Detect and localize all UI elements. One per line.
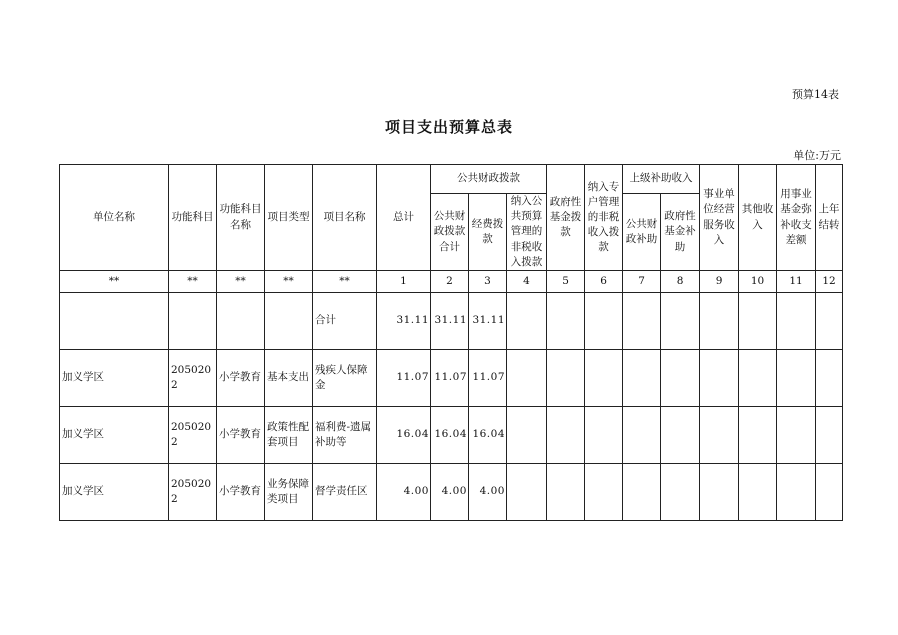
cell-empty	[623, 407, 661, 464]
cell-project: 督学责任区	[313, 464, 377, 521]
index-cell: **	[313, 271, 377, 293]
cell-empty	[661, 293, 700, 350]
cell-code-name: 小学教育	[217, 407, 265, 464]
cell-empty	[623, 464, 661, 521]
cell-code-name	[217, 293, 265, 350]
index-cell: 6	[585, 271, 623, 293]
cell-empty	[777, 350, 816, 407]
cell-pf-total: 11.07	[431, 350, 469, 407]
header-special-nontax: 纳入专户管理的非税收入拨款	[585, 165, 623, 271]
page-title: 项目支出预算总表	[384, 118, 513, 136]
cell-pf-total: 16.04	[431, 407, 469, 464]
table-row	[60, 464, 843, 521]
index-cell: **	[60, 271, 169, 293]
cell-alloc: 4.00	[469, 464, 507, 521]
header-nontax-in-budget: 纳入公共预算管理的非税收入拨款	[507, 194, 547, 271]
cell-empty	[507, 350, 547, 407]
cell-empty	[507, 407, 547, 464]
cell-empty	[777, 293, 816, 350]
cell-empty	[547, 464, 585, 521]
budget-table	[59, 164, 843, 521]
cell-empty	[547, 350, 585, 407]
cell-total: 31.11	[377, 293, 431, 350]
cell-type: 基本支出	[265, 350, 313, 407]
cell-type	[265, 293, 313, 350]
cell-empty	[661, 464, 700, 521]
index-cell: 7	[623, 271, 661, 293]
cell-pf-total: 31.11	[431, 293, 469, 350]
cell-project: 残疾人保障金	[313, 350, 377, 407]
cell-empty	[661, 350, 700, 407]
cell-project: 福利费-遗属补助等	[313, 407, 377, 464]
header-public-finance: 公共财政拨款	[431, 165, 547, 194]
cell-code: 2050202	[169, 407, 217, 464]
cell-empty	[700, 350, 739, 407]
cell-code: 2050202	[169, 350, 217, 407]
index-cell: 12	[816, 271, 843, 293]
cell-empty	[507, 293, 547, 350]
cell-empty	[585, 350, 623, 407]
index-cell: **	[217, 271, 265, 293]
cell-empty	[739, 464, 777, 521]
cell-empty	[777, 407, 816, 464]
cell-empty	[816, 407, 843, 464]
cell-total: 16.04	[377, 407, 431, 464]
header-func-subject-name: 功能科目名称	[217, 165, 265, 271]
header-superior-subsidy: 上级补助收入	[623, 165, 700, 194]
cell-code-name: 小学教育	[217, 464, 265, 521]
cell-empty	[739, 293, 777, 350]
index-cell: **	[265, 271, 313, 293]
index-cell: 8	[661, 271, 700, 293]
index-cell: 11	[777, 271, 816, 293]
header-public-finance-subsidy: 公共财政补助	[623, 194, 661, 271]
index-cell: 10	[739, 271, 777, 293]
cell-empty	[816, 464, 843, 521]
cell-empty	[585, 407, 623, 464]
cell-unit: 加义学区	[60, 407, 169, 464]
cell-empty	[700, 293, 739, 350]
header-other-income: 其他收入	[739, 165, 777, 271]
cell-empty	[661, 407, 700, 464]
cell-empty	[816, 293, 843, 350]
index-cell: 9	[700, 271, 739, 293]
cell-empty	[507, 464, 547, 521]
cell-empty	[777, 464, 816, 521]
cell-alloc: 11.07	[469, 350, 507, 407]
unit-label: 单位:万元	[793, 149, 841, 162]
header-business-fund-gap: 用事业基金弥补收支差额	[777, 165, 816, 271]
table-row	[60, 350, 843, 407]
cell-pf-total: 4.00	[431, 464, 469, 521]
header-total: 总计	[377, 165, 431, 271]
cell-empty	[816, 350, 843, 407]
cell-empty	[739, 350, 777, 407]
header-project-name: 项目名称	[313, 165, 377, 271]
cell-empty	[700, 464, 739, 521]
header-public-finance-total: 公共财政拨款合计	[431, 194, 469, 271]
cell-alloc: 16.04	[469, 407, 507, 464]
index-cell: **	[169, 271, 217, 293]
cell-unit: 加义学区	[60, 350, 169, 407]
cell-code	[169, 293, 217, 350]
cell-empty	[585, 464, 623, 521]
index-cell: 1	[377, 271, 431, 293]
cell-empty	[585, 293, 623, 350]
header-project-type: 项目类型	[265, 165, 313, 271]
index-row	[60, 271, 843, 293]
header-expense-alloc: 经费拨款	[469, 194, 507, 271]
cell-unit: 加义学区	[60, 464, 169, 521]
header-gov-fund: 政府性基金拨款	[547, 165, 585, 271]
index-cell: 2	[431, 271, 469, 293]
table-row	[60, 407, 843, 464]
header-func-subject: 功能科目	[169, 165, 217, 271]
header-prior-year-carryover: 上年结转	[816, 165, 843, 271]
index-cell: 5	[547, 271, 585, 293]
header-business-service: 事业单位经营服务收入	[700, 165, 739, 271]
cell-total: 11.07	[377, 350, 431, 407]
cell-project: 合计	[313, 293, 377, 350]
cell-empty	[623, 293, 661, 350]
cell-unit	[60, 293, 169, 350]
cell-type: 政策性配套项目	[265, 407, 313, 464]
cell-code: 2050202	[169, 464, 217, 521]
form-number: 预算14表	[792, 88, 839, 101]
cell-total: 4.00	[377, 464, 431, 521]
cell-empty	[700, 407, 739, 464]
header-gov-fund-subsidy: 政府性基金补助	[661, 194, 700, 271]
header-unit-name: 单位名称	[60, 165, 169, 271]
cell-alloc: 31.11	[469, 293, 507, 350]
cell-empty	[623, 350, 661, 407]
index-cell: 3	[469, 271, 507, 293]
index-cell: 4	[507, 271, 547, 293]
cell-empty	[547, 293, 585, 350]
cell-empty	[547, 407, 585, 464]
cell-code-name: 小学教育	[217, 350, 265, 407]
cell-type: 业务保障类项目	[265, 464, 313, 521]
table-row-total	[60, 293, 843, 350]
cell-empty	[739, 407, 777, 464]
